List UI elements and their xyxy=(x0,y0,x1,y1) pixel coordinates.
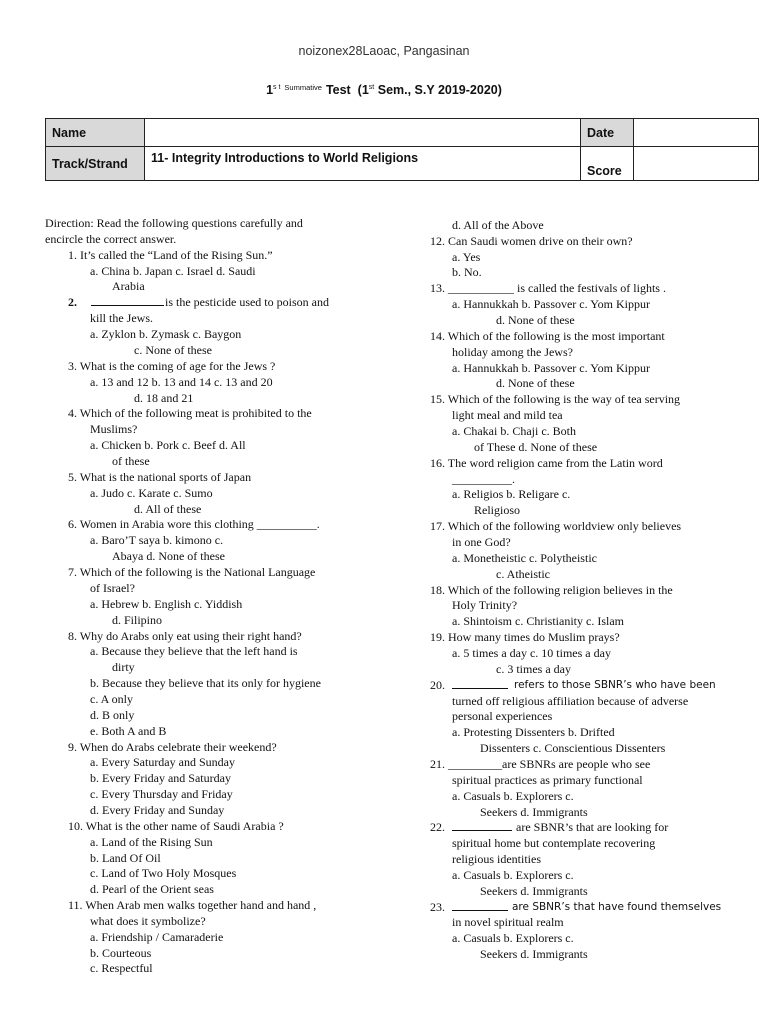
q12-option-b: b. No. xyxy=(452,265,482,279)
question-17-cont: in one God? xyxy=(452,535,511,549)
q4-options: a. Chicken b. Pork c. Beef d. All xyxy=(90,438,246,452)
q4-options-cont: of these xyxy=(112,454,150,468)
question-22-cont-2: religious identities xyxy=(452,852,541,866)
question-19: 19. How many times do Muslim prays? xyxy=(430,630,620,644)
question-14-cont: holiday among the Jews? xyxy=(452,345,573,359)
name-field[interactable] xyxy=(145,119,581,147)
q8-option-b: b. Because they believe that its only for hygiene xyxy=(90,676,321,690)
question-17: 17. Which of the following worldview only believes xyxy=(430,519,682,533)
q19-options-cont: c. 3 times a day xyxy=(496,662,571,676)
q11-option-c: c. Respectful xyxy=(90,961,153,975)
q16-options: a. Religios b. Religare c. xyxy=(452,487,571,501)
q10-option-a: a. Land of the Rising Sun xyxy=(90,835,213,849)
score-label: Score xyxy=(581,147,634,181)
q20-options-cont: Dissenters c. Conscientious Dissenters xyxy=(480,741,666,755)
question-7-cont: of Israel? xyxy=(90,581,135,595)
q12-option-a: a. Yes xyxy=(452,250,481,264)
question-14: 14. Which of the following is the most important xyxy=(430,329,665,343)
question-18-cont: Holy Trinity? xyxy=(452,598,518,612)
q14-options-cont: d. None of these xyxy=(496,376,575,390)
question-20: 20. xyxy=(430,678,445,692)
q22-answer-blank[interactable] xyxy=(452,819,512,831)
question-11: 11. When Arab men walks together hand and hand , xyxy=(68,898,317,912)
title-semester: Sem., S.Y 2019-2020) xyxy=(377,83,502,97)
question-23-text: are SBNR’s that have found themselves xyxy=(512,901,722,913)
q8-option-a: a. Because they believe that the left hand is xyxy=(90,644,298,658)
q15-options: a. Chakai b. Chaji c. Both xyxy=(452,424,576,438)
q10-option-d: d. Pearl of the Orient seas xyxy=(90,882,214,896)
question-11-cont: what does it symbolize? xyxy=(90,914,206,928)
question-13: 13. ___________ is called the festivals of lights . xyxy=(430,281,666,295)
question-8: 8. Why do Arabs only eat using their right hand? xyxy=(68,629,302,643)
question-2-cont: kill the Jews. xyxy=(90,311,153,325)
q9-option-b: b. Every Friday and Saturday xyxy=(90,771,231,785)
q17-options-cont: c. Atheistic xyxy=(496,567,550,581)
question-15: 15. Which of the following is the way of tea serving xyxy=(430,392,681,406)
test-title xyxy=(0,83,768,97)
date-label: Date xyxy=(581,119,634,147)
student-info-table xyxy=(45,118,759,181)
q15-options-cont: of These d. None of these xyxy=(474,440,598,454)
school-header: noizonex28Laoac, Pangasinan xyxy=(298,44,470,58)
q10-option-b: b. Land Of Oil xyxy=(90,851,161,865)
title-summative: Summative xyxy=(284,83,322,92)
q23-options: a. Casuals b. Explorers c. xyxy=(452,931,574,945)
question-23: 23. xyxy=(430,900,445,914)
question-21: 21. _________are SBNRs are people who see xyxy=(430,757,651,771)
q13-options-cont: d. None of these xyxy=(496,313,575,327)
name-label: Name xyxy=(46,119,145,147)
q9-option-a: a. Every Saturday and Sunday xyxy=(90,755,235,769)
q22-options: a. Casuals b. Explorers c. xyxy=(452,868,574,882)
question-20-cont-2: personal experiences xyxy=(452,709,553,723)
question-3: 3. What is the coming of age for the Jews ? xyxy=(68,359,276,373)
q2-options-cont: c. None of these xyxy=(134,343,212,357)
q8-option-c: c. A only xyxy=(90,692,134,706)
q21-options: a. Casuals b. Explorers c. xyxy=(452,789,574,803)
q5-options: a. Judo c. Karate c. Sumo xyxy=(90,486,213,500)
directions-line-2: encircle the correct answer. xyxy=(45,232,177,246)
question-18: 18. Which of the following religion believes in the xyxy=(430,583,673,597)
question-7: 7. Which of the following is the National Language xyxy=(68,565,316,579)
title-test: Test xyxy=(325,83,351,97)
score-field[interactable] xyxy=(634,147,759,181)
question-23-cont: in novel spiritual realm xyxy=(452,915,564,929)
question-5: 5. What is the national sports of Japan xyxy=(68,470,252,484)
question-2: 2. xyxy=(68,295,77,309)
q11-option-a: a. Friendship / Camaraderie xyxy=(90,930,224,944)
q19-options: a. 5 times a day c. 10 times a day xyxy=(452,646,611,660)
q21-options-cont: Seekers d. Immigrants xyxy=(480,805,588,819)
q13-options: a. Hannukkah b. Passover c. Yom Kippur xyxy=(452,297,650,311)
q1-options-cont: Arabia xyxy=(112,279,145,293)
question-22-text: are SBNR’s that are looking for xyxy=(516,820,669,834)
question-4-cont: Muslims? xyxy=(90,422,138,436)
question-16: 16. The word religion came from the Latin word xyxy=(430,456,663,470)
q17-options: a. Monetheistic c. Polytheistic xyxy=(452,551,597,565)
question-21-cont: spiritual practices as primary functional xyxy=(452,773,643,787)
question-22-cont: spiritual home but contemplate recovering xyxy=(452,836,656,850)
title-paren-sup: st xyxy=(368,84,375,91)
question-4: 4. Which of the following meat is prohibited to the xyxy=(68,406,312,420)
q2-options: a. Zyklon b. Zymask c. Baygon xyxy=(90,327,242,341)
question-2-text: is the pesticide used to poison and xyxy=(165,295,329,309)
question-9: 9. When do Arabs celebrate their weekend? xyxy=(68,740,277,754)
question-20-cont: turned off religious affiliation because of adverse xyxy=(452,694,689,708)
q10-option-c: c. Land of Two Holy Mosques xyxy=(90,866,237,880)
q11-option-d: d. All of the Above xyxy=(452,218,544,232)
q8-option-e: e. Both A and B xyxy=(90,724,167,738)
q2-answer-blank[interactable] xyxy=(91,294,164,306)
track-strand-label: Track/Strand xyxy=(46,147,145,181)
question-1: 1. It’s called the “Land of the Rising Sun.” xyxy=(68,248,273,262)
title-paren: (1 xyxy=(357,83,369,97)
q9-option-c: c. Every Thursday and Friday xyxy=(90,787,233,801)
date-field[interactable] xyxy=(634,119,759,147)
title-number-sup: s t xyxy=(273,84,281,91)
q23-options-cont: Seekers d. Immigrants xyxy=(480,947,588,961)
q20-options: a. Protesting Dissenters b. Drifted xyxy=(452,725,615,739)
q3-options: a. 13 and 12 b. 13 and 14 c. 13 and 20 xyxy=(90,375,273,389)
q3-options-cont: d. 18 and 21 xyxy=(134,391,194,405)
directions-line-1: Direction: Read the following questions carefully and xyxy=(45,216,303,230)
q7-options-cont: d. Filipino xyxy=(112,613,163,627)
question-6: 6. Women in Arabia wore this clothing __________. xyxy=(68,517,320,531)
question-15-cont: light meal and mild tea xyxy=(452,408,563,422)
question-22: 22. xyxy=(430,820,445,834)
q16-options-cont: Religioso xyxy=(474,503,521,517)
question-16-cont: __________. xyxy=(452,472,515,486)
title-number: 1 xyxy=(266,83,274,97)
q1-options: a. China b. Japan c. Israel d. Saudi xyxy=(90,264,256,278)
q8-option-a-cont: dirty xyxy=(112,660,135,674)
question-10: 10. What is the other name of Saudi Arabia ? xyxy=(68,819,284,833)
question-12: 12. Can Saudi women drive on their own? xyxy=(430,234,633,248)
q6-options-cont: Abaya d. None of these xyxy=(112,549,225,563)
question-20-text: refers to those SBNR’s who have been xyxy=(514,679,716,691)
q18-options: a. Shintoism c. Christianity c. Islam xyxy=(452,614,624,628)
q11-option-b: b. Courteous xyxy=(90,946,152,960)
q23-answer-blank[interactable] xyxy=(452,899,508,911)
track-strand-value: 11- Integrity Introductions to World Religions xyxy=(145,147,581,181)
q6-options: a. Baro’T saya b. kimono c. xyxy=(90,533,224,547)
q5-options-cont: d. All of these xyxy=(134,502,202,516)
q20-answer-blank[interactable] xyxy=(452,677,508,689)
q14-options: a. Hannukkah b. Passover c. Yom Kippur xyxy=(452,361,650,375)
q8-option-d: d. B only xyxy=(90,708,135,722)
q7-options: a. Hebrew b. English c. Yiddish xyxy=(90,597,243,611)
q22-options-cont: Seekers d. Immigrants xyxy=(480,884,588,898)
q9-option-d: d. Every Friday and Sunday xyxy=(90,803,225,817)
